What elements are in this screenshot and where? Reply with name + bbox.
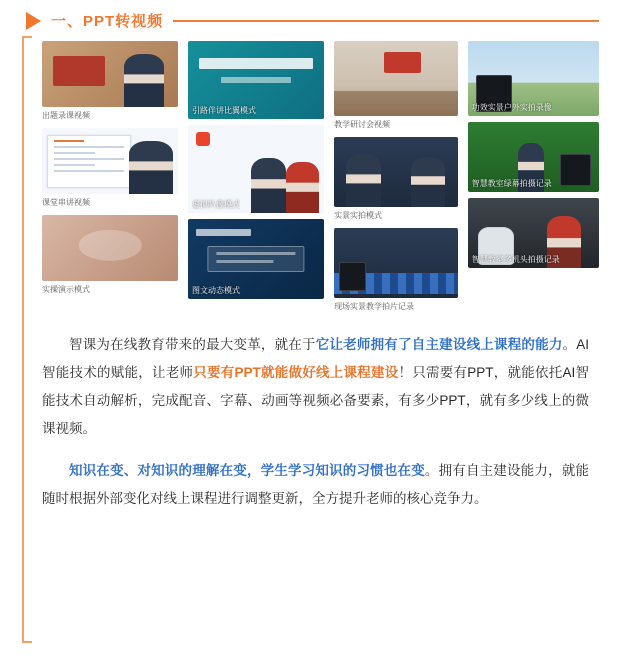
para1-highlight-2: 只要有PPT就能做好线上课程建设 (193, 365, 399, 380)
thumbnail-image (188, 125, 324, 213)
gallery-item[interactable] (188, 125, 324, 213)
thumbnail-caption: 功效实景户外实拍录像 (471, 103, 552, 112)
thumbnail-image (188, 219, 324, 299)
para2-tail: 。拥有自主建设能力，就能随时根据外部变化对线上课程进行调整更新，全方提升老师的核心竞争力。 (42, 463, 590, 506)
gallery-item[interactable] (188, 219, 324, 299)
left-bracket-decoration (22, 36, 32, 643)
para1-tail: ！只需要有PPT，就能依托AI智能技术自动解析，完成配音、字幕、动画等视频必备要素，有多少PPT，就有多少线上的微课视频。 (42, 365, 590, 436)
gallery-item[interactable] (468, 41, 599, 116)
gallery-column (42, 41, 178, 319)
gallery-item[interactable] (42, 41, 178, 122)
thumbnail-caption: 课堂串讲视频 (42, 198, 90, 207)
gallery-item[interactable] (42, 128, 178, 209)
gallery-item[interactable] (42, 215, 178, 296)
thumbnail-caption: 引路伴讲比翼模式 (192, 106, 257, 115)
thumbnail-image (334, 137, 458, 207)
play-triangle-icon (26, 12, 41, 30)
thumbnail-caption: 现场实景教学拍片记录 (334, 302, 415, 311)
para1-highlight-1: 它让老师拥有了自主建设线上课程的能力 (315, 337, 563, 352)
thumbnail-image (334, 41, 458, 116)
thumbnail-caption: 图文动态模式 (192, 286, 241, 295)
thumbnail-gallery (42, 41, 599, 319)
gallery-item[interactable] (468, 198, 599, 268)
thumbnail-image (42, 41, 178, 107)
thumbnail-image (334, 228, 458, 298)
thumbnail-image (468, 41, 599, 116)
paragraph-2 (42, 457, 589, 513)
thumbnail-caption: 实操演示模式 (42, 285, 90, 294)
thumbnail-image (468, 122, 599, 192)
thumbnail-caption: 教学研讨会视频 (334, 120, 391, 129)
header-divider (173, 20, 599, 22)
thumbnail-caption: 虚拟叭像模式 (192, 200, 241, 209)
thumbnail-caption: 智慧教室绿幕拍摄记录 (471, 179, 552, 188)
page-title: 一、PPT转视频 (51, 13, 164, 30)
para1-lead: 智课为在线教育带来的最大变革，就在于 (69, 337, 316, 352)
gallery-item[interactable] (188, 41, 324, 119)
gallery-item[interactable] (334, 228, 458, 313)
thumbnail-caption: 出题录课视频 (42, 111, 90, 120)
gallery-item[interactable] (468, 122, 599, 192)
thumbnail-image (468, 198, 599, 268)
section-header (0, 0, 617, 39)
gallery-column (468, 41, 599, 319)
paragraph-1 (42, 331, 589, 443)
para2-highlight: 知识在变、对知识的理解在变，学生学习知识的习惯也在变 (69, 463, 425, 478)
thumbnail-image (42, 128, 178, 194)
thumbnail-image (42, 215, 178, 281)
para1-mid: 。AI智能技术的赋能，让老师 (42, 337, 589, 380)
gallery-column (188, 41, 324, 319)
thumbnail-image (188, 41, 324, 119)
gallery-item[interactable] (334, 41, 458, 131)
gallery-item[interactable] (334, 137, 458, 222)
thumbnail-caption: 实景实拍模式 (334, 211, 383, 220)
gallery-column (334, 41, 458, 319)
article-body (42, 331, 589, 513)
thumbnail-caption: 智慧教室多机头拍摄记录 (471, 255, 560, 264)
